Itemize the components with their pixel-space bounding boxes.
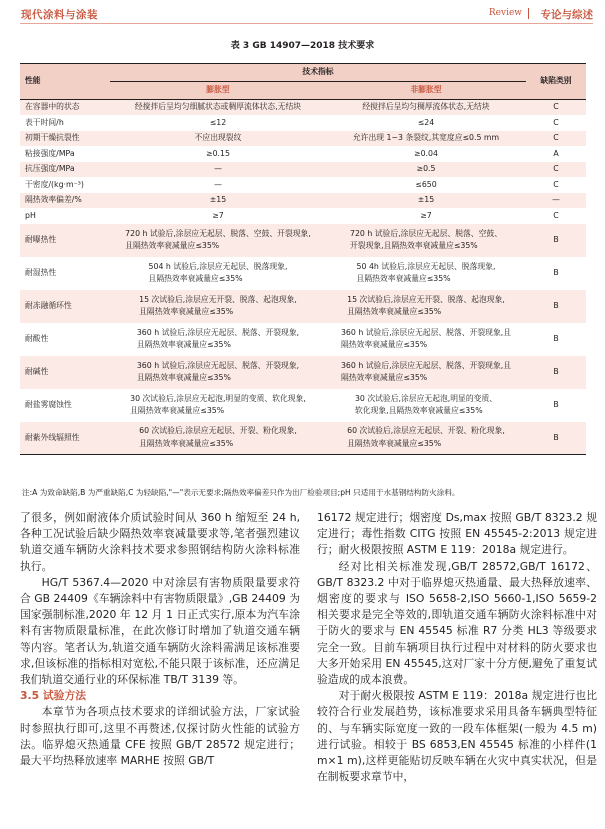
cell-text-block	[347, 294, 505, 319]
row-expanding-value: ≤12	[209, 117, 227, 127]
cell-line: 且隔热效率衰减量应≤35%	[356, 274, 451, 283]
row-property-name: 耐紫外线辐照性	[20, 422, 110, 455]
row-nonexpanding-value	[326, 224, 526, 257]
row-defect-category: B	[526, 290, 586, 323]
row-defect-category: B	[526, 422, 586, 455]
row-expanding-value	[110, 356, 326, 389]
cell-line: 360 h 试验后,涂层应无起层、脱落、开裂现象,	[136, 360, 300, 370]
row-expanding-value: —	[110, 162, 326, 178]
cell-line: 软化现象,且隔热效率衰减量应≤35%	[354, 406, 483, 415]
cell-text-block	[341, 360, 511, 385]
cell-line: 且隔热效率衰减量应≤35%	[136, 340, 231, 349]
row-expanding-value	[110, 389, 326, 422]
table-row	[20, 224, 586, 257]
cell-line: 360 h 试验后,涂层应无起层、脱落、开裂现象,且	[340, 327, 512, 337]
cell-line: 且隔热效率衰减量应≤35%	[139, 438, 234, 448]
table-caption: 表 3 GB 14907—2018 技术要求	[230, 41, 375, 51]
header-divider	[528, 8, 529, 19]
row-property-name: 表干时间/h	[25, 117, 64, 127]
cell-line: 且隔热效率衰减量应≤35%	[139, 307, 234, 316]
cell-line: 开裂现象,且隔热效率衰减量应≤35%	[349, 241, 478, 250]
row-nonexpanding-value: ±15	[326, 193, 526, 209]
header-rule	[20, 23, 593, 24]
row-nonexpanding-value: ≤24	[417, 117, 435, 127]
cell-line: 且隔热效率衰减量应≤35%	[130, 406, 225, 415]
table-note: 注:A 为致命缺陷,B 为严重缺陷,C 为轻缺陷,"—"表示无要求;隔热效率偏差只作为出厂检验项目;pH 只适用于水基钢结构防火涂料。	[22, 488, 460, 497]
row-defect-category: C	[553, 210, 559, 220]
cell-line: 且隔热效率衰减量应≤35%	[148, 274, 243, 283]
row-property-name: 耐湿热性	[25, 267, 57, 277]
table-row	[20, 208, 586, 224]
cell-text-block	[125, 228, 311, 253]
cell-line: 15 次试验后,涂层应无开裂、脱落、起泡现象,	[347, 294, 505, 304]
cell-line: 360 h 试验后,涂层应无起层、脱落、开裂现象,且	[340, 360, 512, 370]
body-paragraph: HG/T 5367.4—2020 中对涂层有害物质限量要求符合 GB 24409《车辆涂料中有害物质限量》,GB 24409 为国家强制标准,2020 年 12 月 1 日正式实行,原本为汽车涂料有害物质限量标准，在此次修订时增加了轨道交通车辆等内容。笔者认为,轨道交通车辆防火涂料需满足该标准要求,但该标准的指标相对宽松,不能只限于该标准，还应满足我们轨道交通行业的环保标准 TB/T 3139 等。	[20, 575, 300, 687]
body-paragraph: 了很多，例如耐液体介质试验时间从 360 h 缩短至 24 h,各种工况试验后缺少隔热效率衰减量要求等,笔者强烈建议轨道交通车辆防火涂料技术要求参照钢结构防火涂料标准执行。	[20, 511, 300, 573]
body-paragraph: 本章节为各项点技术要求的详细试验方法，厂家试验时参照执行即可,这里不再赘述,仅探讨防火性能的试验方法。临界熄灭热通量 CFE 按照 GB/T 28572 规定进行；最大平均热释放速率 MARHE 按照 GB/T	[20, 705, 300, 768]
section-heading: 3.5 试验方法	[20, 689, 87, 703]
table-row	[20, 422, 586, 455]
row-nonexpanding-value: 允许出现 1~3 条裂纹,其宽度应≤0.5 mm	[326, 131, 526, 147]
row-expanding-value: ±15	[110, 193, 326, 209]
header-property: 性能	[20, 64, 110, 100]
header-category: 缺陷类别	[526, 64, 586, 100]
cell-text-block	[139, 425, 297, 450]
row-nonexpanding-value: 经搅拌后呈均匀稠厚流体状态,无结块	[326, 100, 526, 116]
cell-line: 且隔热效率衰减量应≤35%	[125, 241, 220, 250]
row-expanding-value: ≥7	[212, 210, 224, 220]
row-expanding-value	[110, 422, 326, 455]
cell-text-block	[130, 393, 306, 418]
table-row	[20, 100, 586, 116]
cell-line: 15 次试验后,涂层应无开裂、脱落、起泡现象,	[139, 294, 297, 304]
row-defect-category: C	[553, 179, 559, 189]
row-expanding-value	[110, 257, 326, 290]
cell-line: 且隔热效率衰减量应≤35%	[347, 307, 442, 316]
row-property-name: 耐曝热性	[20, 224, 110, 257]
header-nonexpanding: 非膨胀型	[326, 82, 526, 100]
cell-text-block	[139, 294, 297, 319]
row-expanding-value	[110, 224, 326, 257]
row-nonexpanding-value	[326, 389, 526, 422]
table-row	[20, 146, 586, 162]
row-property-name: 耐冻融循环性	[20, 290, 110, 323]
cell-text-block	[355, 393, 497, 418]
row-defect-category: B	[526, 224, 586, 257]
spec-table	[20, 63, 586, 455]
cell-line: 360 h 试验后,涂层应无起层、脱落、开裂现象,	[136, 327, 300, 337]
row-defect-category: B	[553, 333, 559, 343]
row-property-name: 粘接强度/MPa	[25, 148, 75, 158]
row-property-name: pH	[25, 210, 36, 220]
cell-line: 隔热效率衰减量应≤35%	[340, 373, 428, 382]
table-row	[20, 257, 586, 290]
body-paragraph: 16172 规定进行；烟密度 Ds,max 按照 GB/T 8323.2 规定进行；毒性指数 CITG 按照 EN 45545-2:2013 规定进行；耐火极限按照 ASTM E 119：2018a 规定进行。	[317, 511, 597, 557]
journal-name: 现代涂料与涂装	[21, 9, 98, 21]
body-paragraph: 对于耐火极限按 ASTM E 119：2018a 规定进行也比较符合行业发展趋势，该标准要求采用具备车辆典型特征的、与车辆实际宽度一致的一段车体框架(一般为 4.5 m)进行试验。相较于 BS 6853,EN 45545 标准的小样件(1 m×1 m),这样更能贴切反映车辆在火灾中真实状况，但是在制板要求章节中，	[317, 689, 597, 784]
row-nonexpanding-value	[326, 323, 526, 356]
table-row	[20, 323, 586, 356]
row-defect-category: C	[553, 117, 559, 127]
row-expanding-value: 不应出现裂纹	[110, 131, 326, 147]
cell-text-block	[357, 261, 496, 286]
cell-text-block	[149, 261, 288, 286]
body-paragraph: 经对比相关标准发现,GB/T 28572,GB/T 16172、GB/T 8323.2 中对于临界熄灭热通量、最大热释放速率、烟密度的要求与 ISO 5658-2,ISO 5660-1,ISO 5659-2 相关要求是完全等效的,即轨道交通车辆防火涂料标准中对于防火的要求与 EN 45545 标准 R7 分类 HL3 等级要求完全一致。目前车辆项目执行过程中对材料的防火要求也大多开始采用 EN 45545,这对厂家十分方便,避免了重复试验造成的成本浪费。	[317, 559, 597, 687]
row-defect-category: C	[526, 131, 586, 147]
table-row	[20, 356, 586, 389]
cell-text-block	[137, 327, 299, 352]
cell-line: 720 h 试验后,涂层应无起层、脱落、空鼓、	[349, 228, 502, 238]
row-defect-category: C	[526, 100, 586, 116]
table-row	[20, 290, 586, 323]
row-nonexpanding-value	[326, 422, 526, 455]
row-expanding-value	[110, 290, 326, 323]
table-row	[20, 162, 586, 178]
cell-line: 60 次试验后,涂层应无起层、开裂、粉化现象,	[139, 426, 297, 436]
row-expanding-value	[110, 323, 326, 356]
cell-line: 504 h 试验后,涂层应无起层、脱落现象,	[148, 261, 288, 271]
row-defect-category: B	[526, 356, 586, 389]
row-property-name: 耐盐雾腐蚀性	[25, 399, 72, 409]
row-nonexpanding-value	[326, 290, 526, 323]
row-property-name: 耐碱性	[20, 356, 110, 389]
cell-line: 且隔热效率衰减量应≤35%	[136, 373, 231, 382]
row-expanding-value: ≥0.15	[206, 148, 230, 158]
row-property-name: 在容器中的状态	[20, 100, 110, 116]
row-nonexpanding-value: ≥0.04	[414, 148, 438, 158]
cell-line: 且隔热效率衰减量应≤35%	[347, 438, 442, 448]
row-expanding-value: 经搅拌后呈均匀细腻状态或稠厚流体状态,无结块	[110, 100, 326, 116]
row-property-name: 抗压强度/MPa	[20, 162, 110, 178]
spec-table-body	[20, 100, 586, 455]
table-row	[20, 177, 586, 193]
cell-text-block	[341, 327, 511, 352]
row-defect-category: C	[526, 162, 586, 178]
cell-line: 30 次试验后,涂层应无起泡,明显的变质、	[354, 393, 498, 403]
row-nonexpanding-value	[326, 257, 526, 290]
table-row	[20, 389, 586, 422]
row-defect-category: B	[553, 399, 559, 409]
section-name-cn: 专论与综述	[540, 9, 593, 21]
cell-line: 30 次试验后,涂层应无起泡,明显的变质、软化现象,	[130, 393, 306, 403]
row-expanding-value: —	[214, 179, 222, 189]
row-nonexpanding-value	[326, 356, 526, 389]
body-column-right	[317, 510, 597, 785]
row-property-name: 初期干燥抗裂性	[20, 131, 110, 147]
body-column-left	[20, 510, 300, 769]
table-row	[20, 131, 586, 147]
cell-line: 50 4h 试验后,涂层应无起层、脱落现象,	[356, 261, 496, 271]
section-name-en: Review	[488, 8, 522, 18]
cell-line: 隔热效率衰减量应≤35%	[340, 340, 428, 349]
table-row	[20, 193, 586, 209]
row-property-name: 干密度/(kg·m⁻³)	[25, 179, 84, 189]
header-indicator: 技术指标	[110, 64, 526, 82]
table-row	[20, 115, 586, 131]
header-expanding: 膨胀型	[110, 82, 326, 100]
row-defect-category: B	[553, 267, 559, 277]
cell-text-block	[350, 228, 502, 253]
row-nonexpanding-value: ≤650	[415, 179, 437, 189]
cell-text-block	[347, 425, 505, 450]
running-header	[0, 0, 605, 24]
row-defect-category: —	[526, 193, 586, 209]
row-defect-category: A	[553, 148, 559, 158]
row-nonexpanding-value: ≥7	[420, 210, 432, 220]
cell-line: 720 h 试验后,涂层应无起层、脱落、空鼓、开裂现象,	[125, 228, 311, 238]
row-nonexpanding-value: ≥0.5	[326, 162, 526, 178]
cell-text-block	[137, 360, 299, 385]
row-property-name: 耐酸性	[25, 333, 49, 343]
cell-line: 60 次试验后,涂层应无起层、开裂、粉化现象,	[347, 426, 505, 436]
row-property-name: 隔热效率偏差/%	[20, 193, 110, 209]
